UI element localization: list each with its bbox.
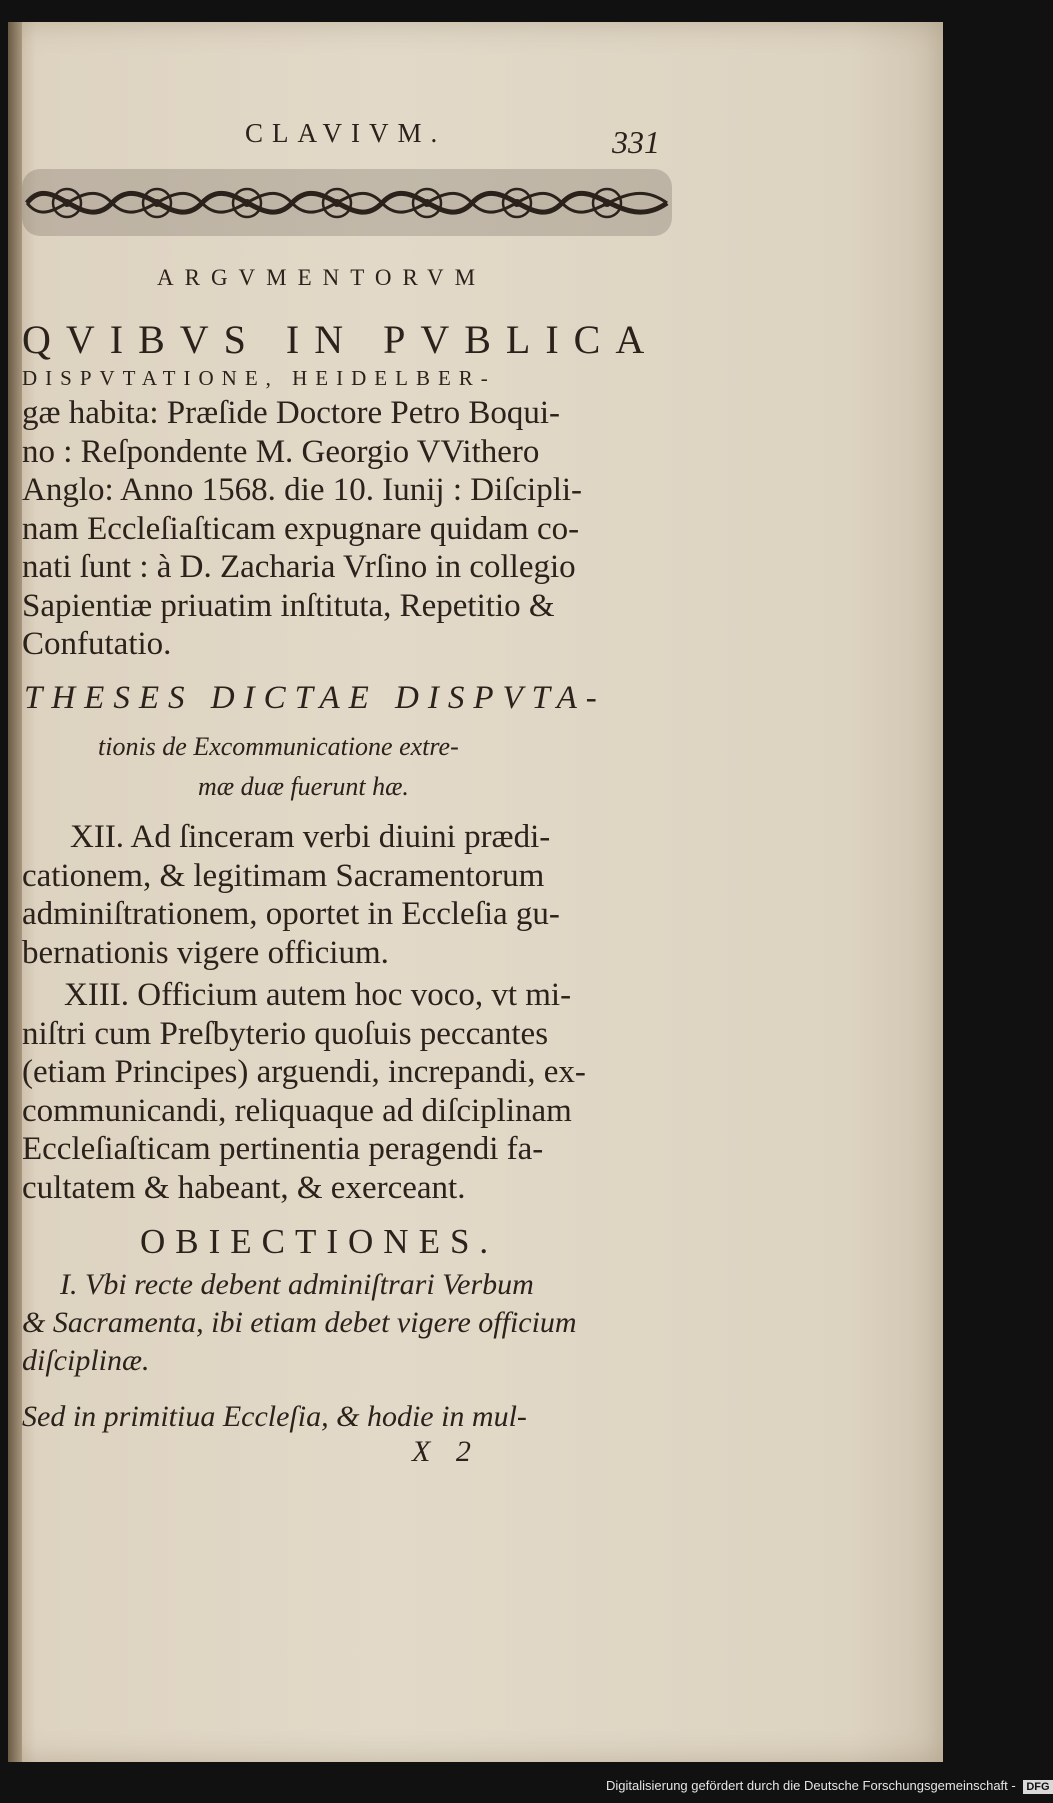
objection-line: I. Vbi recte debent adminiſtrari Verbum [60,1268,534,1301]
intro-line: Confutatio. [22,626,172,662]
digitization-credit [606,1778,1053,1794]
intro-line: nam Eccleſiaſticam expugnare quidam co- [22,510,580,547]
objections-heading: OBIECTIONES. [140,1222,499,1261]
thesis-xiii [22,976,586,1207]
objection-line: diſciplinæ. [22,1344,150,1377]
thesis-line: adminiſtrationem, oportet in Eccleſia gu- [22,896,560,932]
ornament-band [22,165,672,240]
thesis-line: (etiam Principes) arguendi, increpandi, ex- [22,1054,586,1090]
footer-text: Digitalisierung gefördert durch die Deutsche Forschungsgemeinschaft - [606,1778,1016,1793]
intro-line: DISPVTATIONE, HEIDELBER- [22,366,496,390]
theses-title: THESES DICTAE DISPVTA- [24,680,606,716]
thesis-line: niſtri cum Preſbyterio quoſuis peccantes [22,1015,549,1052]
intro-paragraph [22,318,659,664]
thesis-line: Eccleſiaſticam pertinentia peragendi fa- [22,1131,544,1167]
thesis-line: XIII. Officium autem hoc voco, vt mi- [64,977,572,1013]
thesis-line: bernationis vigere officium. [22,934,389,971]
theses-subtitle: tionis de Excommunicatione extre- [98,732,459,761]
signature-mark: X 2 [412,1435,471,1468]
objection-1 [22,1266,577,1436]
section-heading: ARGVMENTORVM [157,265,487,290]
intro-line: nati ſunt : à D. Zacharia Vrſino in collegio [22,549,576,585]
intro-line: QVIBVS IN PVBLICA [22,317,660,362]
intro-line: Sapientiæ priuatim inſtituta, Repetitio & [22,587,555,624]
thesis-line: communicandi, reliquaque ad diſciplinam [22,1092,572,1129]
objection-line: Sed in primitiua Eccleſia, & hodie in mul- [22,1400,527,1433]
running-head: CLAVIVM. [245,118,447,148]
dfg-logo: DFG [1023,1780,1052,1794]
thesis-xii [22,818,560,972]
thesis-line: XII. Ad ſinceram verbi diuini prædi- [70,819,551,855]
page-number: 331 [612,124,660,160]
page-binding-edge [8,22,22,1762]
thesis-line: cationem, & legitimam Sacramentorum [22,857,545,894]
intro-line: Anglo: Anno 1568. die 10. Iunij : Diſcipli- [22,472,583,508]
intro-line: gæ habita: Præſide Doctore Petro Boqui- [22,395,561,431]
theses-subtitle: mæ duæ fuerunt hæ. [198,772,409,801]
intro-line: no : Reſpondente M. Georgio VVithero [22,433,540,470]
thesis-line: cultatem & habeant, & exerceant. [22,1169,466,1206]
objection-line: & Sacramenta, ibi etiam debet vigere officium [22,1306,577,1339]
